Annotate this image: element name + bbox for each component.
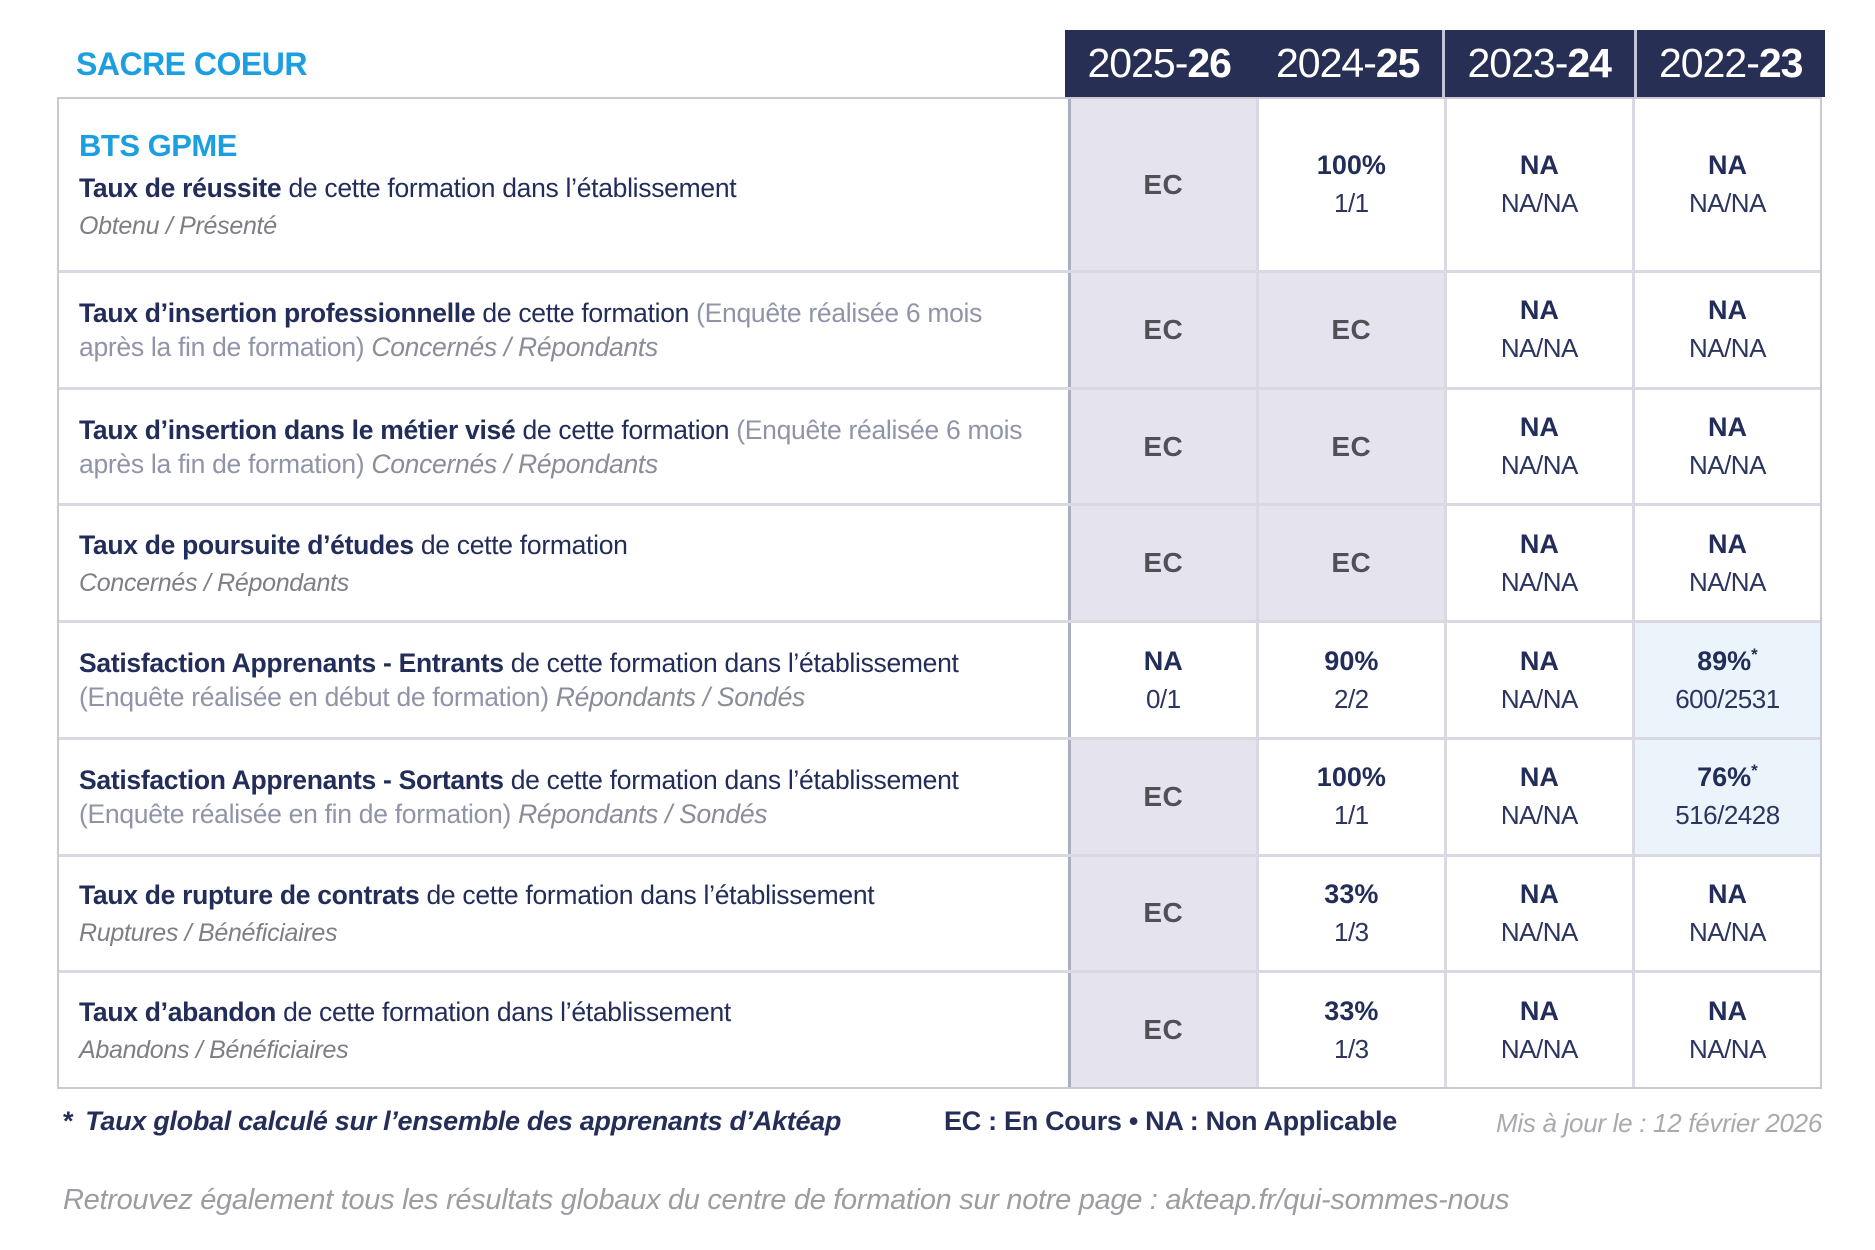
footnote-text: Taux global calculé sur l’ensemble des apprenants d’Aktéap bbox=[85, 1106, 842, 1136]
ratio-value: 1/1 bbox=[1334, 800, 1369, 831]
program-title: BTS GPME bbox=[79, 128, 237, 163]
table-row bbox=[59, 970, 1820, 1087]
year-column-header bbox=[1254, 30, 1443, 97]
metric-text bbox=[79, 763, 1042, 831]
metric-ratio-caption: Abandons / Bénéficiaires bbox=[79, 1036, 349, 1065]
value-cell bbox=[1256, 623, 1444, 737]
table-row bbox=[59, 620, 1820, 737]
ratio-value: 0/1 bbox=[1145, 683, 1181, 714]
value-cell bbox=[1068, 273, 1256, 387]
ratio-value: 600/2531 bbox=[1675, 683, 1780, 714]
ratio-value: NA/NA bbox=[1688, 916, 1766, 947]
value-cell bbox=[1632, 740, 1820, 854]
update-date: Mis à jour le : 12 février 2026 bbox=[1496, 1108, 1822, 1138]
value-cell bbox=[1068, 740, 1256, 854]
year-end: 26 bbox=[1187, 40, 1231, 86]
metric-title: Satisfaction Apprenants - Entrants bbox=[79, 648, 504, 679]
abbreviation-legend: EC : En Cours • NA : Non Applicable bbox=[944, 1106, 1397, 1136]
ratio-value: NA/NA bbox=[1688, 333, 1766, 364]
ratio-value: NA/NA bbox=[1500, 683, 1578, 714]
year-start: 2023- bbox=[1467, 40, 1568, 86]
year-column-header bbox=[1634, 30, 1826, 97]
main-value: NA bbox=[1707, 528, 1747, 559]
main-value: NA bbox=[1519, 878, 1559, 909]
metric-description: de cette formation bbox=[413, 530, 628, 561]
value-cell bbox=[1256, 390, 1444, 504]
value-cell bbox=[1068, 390, 1256, 504]
value-cell bbox=[1256, 857, 1444, 971]
table-row bbox=[59, 99, 1820, 270]
status-value: EC bbox=[1143, 897, 1184, 929]
value-cell bbox=[1444, 973, 1632, 1087]
metric-text bbox=[79, 878, 1042, 912]
value-cell bbox=[1068, 506, 1256, 620]
value-cell bbox=[1068, 623, 1256, 737]
status-value: EC bbox=[1143, 313, 1184, 345]
metric-description: Concernés / Répondants bbox=[371, 448, 658, 479]
value-cell bbox=[1632, 973, 1820, 1087]
ratio-value: NA/NA bbox=[1688, 566, 1766, 597]
metric-text bbox=[79, 296, 1042, 364]
year-end: 23 bbox=[1758, 40, 1803, 86]
metric-label bbox=[59, 390, 1068, 504]
year-column-header bbox=[1065, 30, 1254, 97]
ratio-value: 1/3 bbox=[1334, 1033, 1369, 1064]
status-value: EC bbox=[1143, 1014, 1184, 1046]
metric-description: de cette formation dans l’établissement bbox=[281, 173, 737, 203]
value-cell bbox=[1444, 623, 1632, 737]
year-header bbox=[1065, 30, 1825, 97]
value-cell bbox=[1068, 99, 1256, 270]
ratio-value: NA/NA bbox=[1500, 1033, 1578, 1064]
value-cell bbox=[1444, 740, 1632, 854]
year-start: 2025- bbox=[1087, 40, 1188, 86]
ratio-value: 2/2 bbox=[1334, 683, 1369, 714]
ratio-value: NA/NA bbox=[1688, 188, 1766, 218]
value-cell bbox=[1632, 857, 1820, 971]
year-column-header bbox=[1442, 30, 1634, 97]
value-cell bbox=[1444, 390, 1632, 504]
table-row bbox=[59, 854, 1820, 971]
metric-text bbox=[79, 413, 1042, 481]
ratio-value: NA/NA bbox=[1500, 188, 1578, 218]
value-cell bbox=[1256, 273, 1444, 387]
value-cell bbox=[1444, 857, 1632, 971]
ratio-value: NA/NA bbox=[1500, 450, 1578, 481]
main-value: NA bbox=[1143, 645, 1183, 676]
metric-title: Taux d’insertion professionnelle bbox=[79, 297, 476, 328]
value-cell bbox=[1444, 506, 1632, 620]
metric-description: de cette formation bbox=[515, 414, 737, 445]
global-results-note: Retrouvez également tous les résultats globaux du centre de formation sur notre page : akteap.fr/qui-sommes-nous bbox=[63, 1184, 1510, 1216]
value-cell bbox=[1256, 506, 1444, 620]
main-value: 76%* bbox=[1697, 761, 1758, 793]
metric-description: de cette formation bbox=[475, 297, 697, 328]
asterisk-marker: * bbox=[1751, 761, 1758, 781]
metric-description: Répondants / Sondés bbox=[518, 798, 768, 829]
status-value: EC bbox=[1143, 430, 1184, 462]
metric-description: Répondants / Sondés bbox=[555, 682, 805, 713]
value-cell bbox=[1068, 973, 1256, 1087]
metric-description: Concernés / Répondants bbox=[371, 331, 658, 362]
status-value: EC bbox=[1143, 547, 1184, 579]
metric-label bbox=[59, 740, 1068, 854]
main-value: 33% bbox=[1324, 878, 1379, 909]
metric-description: (Enquête réalisée 6 mois après la fin de formation) bbox=[79, 297, 983, 362]
metric-description: (Enquête réalisée en début de formation) bbox=[79, 682, 556, 713]
ratio-value: NA/NA bbox=[1500, 566, 1578, 597]
main-value: 33% bbox=[1324, 995, 1379, 1026]
status-value: EC bbox=[1143, 780, 1184, 812]
metric-description: de cette formation dans l’établissement bbox=[503, 764, 959, 795]
main-value: NA bbox=[1519, 645, 1559, 676]
metric-title: Satisfaction Apprenants - Sortants bbox=[79, 764, 504, 795]
value-cell bbox=[1256, 973, 1444, 1087]
main-value: NA bbox=[1707, 150, 1747, 180]
metric-description: de cette formation dans l’établissement bbox=[419, 880, 875, 911]
ratio-value: NA/NA bbox=[1500, 333, 1578, 364]
results-table bbox=[57, 97, 1822, 1089]
value-cell bbox=[1632, 390, 1820, 504]
footnote-global-rate bbox=[63, 1106, 841, 1137]
main-value: 90% bbox=[1324, 645, 1379, 676]
main-value: NA bbox=[1707, 412, 1747, 443]
ratio-value: NA/NA bbox=[1500, 800, 1578, 831]
status-value: EC bbox=[1331, 430, 1372, 462]
main-value: NA bbox=[1707, 295, 1747, 326]
main-value: NA bbox=[1519, 150, 1559, 180]
status-value: EC bbox=[1331, 547, 1372, 579]
main-value: NA bbox=[1707, 878, 1747, 909]
metric-text bbox=[79, 171, 1042, 205]
ratio-value: 516/2428 bbox=[1675, 800, 1780, 831]
value-cell bbox=[1256, 99, 1444, 270]
metric-description: de cette formation dans l’établissement bbox=[503, 648, 959, 679]
status-value: EC bbox=[1143, 168, 1184, 200]
metric-text bbox=[79, 995, 1042, 1029]
metric-description: (Enquête réalisée en fin de formation) bbox=[79, 798, 519, 829]
metric-label bbox=[59, 973, 1068, 1087]
table-row bbox=[59, 270, 1820, 387]
main-value: NA bbox=[1519, 295, 1559, 326]
ratio-value: 1/3 bbox=[1334, 916, 1369, 947]
year-start: 2022- bbox=[1659, 40, 1759, 86]
main-value: NA bbox=[1519, 762, 1559, 793]
metric-text bbox=[79, 646, 1042, 714]
value-cell bbox=[1256, 740, 1444, 854]
asterisk-marker: * bbox=[1751, 644, 1758, 664]
ratio-value: 1/1 bbox=[1334, 188, 1369, 218]
value-cell bbox=[1444, 99, 1632, 270]
metric-text bbox=[79, 528, 1042, 562]
main-value: 100% bbox=[1316, 150, 1386, 180]
metric-label bbox=[59, 857, 1068, 971]
metric-ratio-caption: Ruptures / Bénéficiaires bbox=[79, 919, 338, 948]
metric-label bbox=[59, 273, 1068, 387]
ratio-value: NA/NA bbox=[1500, 916, 1578, 947]
status-value: EC bbox=[1331, 313, 1372, 345]
metric-title: Taux d’abandon bbox=[79, 997, 277, 1028]
asterisk-marker: * bbox=[63, 1106, 74, 1136]
metric-title: Taux de réussite bbox=[79, 173, 282, 203]
main-value: 89%* bbox=[1697, 644, 1758, 676]
main-value: NA bbox=[1519, 412, 1559, 443]
metric-ratio-caption: Concernés / Répondants bbox=[79, 569, 349, 598]
value-cell bbox=[1632, 623, 1820, 737]
value-cell bbox=[1632, 506, 1820, 620]
year-end: 24 bbox=[1567, 40, 1611, 86]
metric-title: Taux de poursuite d’études bbox=[79, 530, 414, 561]
metric-description: (Enquête réalisée 6 mois après la fin de formation) bbox=[79, 414, 1023, 479]
value-cell bbox=[1068, 857, 1256, 971]
main-value: 100% bbox=[1316, 762, 1386, 793]
metric-title: Taux de rupture de contrats bbox=[79, 880, 420, 911]
table-row bbox=[59, 737, 1820, 854]
ratio-value: NA/NA bbox=[1688, 450, 1766, 481]
year-end: 25 bbox=[1375, 40, 1420, 86]
year-start: 2024- bbox=[1276, 40, 1376, 86]
value-cell bbox=[1632, 99, 1820, 270]
table-row bbox=[59, 503, 1820, 620]
metric-label bbox=[59, 99, 1068, 270]
value-cell bbox=[1632, 273, 1820, 387]
main-value: NA bbox=[1707, 995, 1747, 1026]
metric-title: Taux d’insertion dans le métier visé bbox=[79, 414, 516, 445]
school-name: SACRE COEUR bbox=[76, 46, 307, 82]
main-value: NA bbox=[1519, 995, 1559, 1026]
value-cell bbox=[1444, 273, 1632, 387]
metric-description: de cette formation dans l’établissement bbox=[276, 997, 731, 1028]
table-row bbox=[59, 387, 1820, 504]
main-value: NA bbox=[1519, 528, 1559, 559]
metric-label bbox=[59, 623, 1068, 737]
metric-label bbox=[59, 506, 1068, 620]
metric-ratio-caption: Obtenu / Présenté bbox=[79, 212, 277, 240]
ratio-value: NA/NA bbox=[1688, 1033, 1766, 1064]
